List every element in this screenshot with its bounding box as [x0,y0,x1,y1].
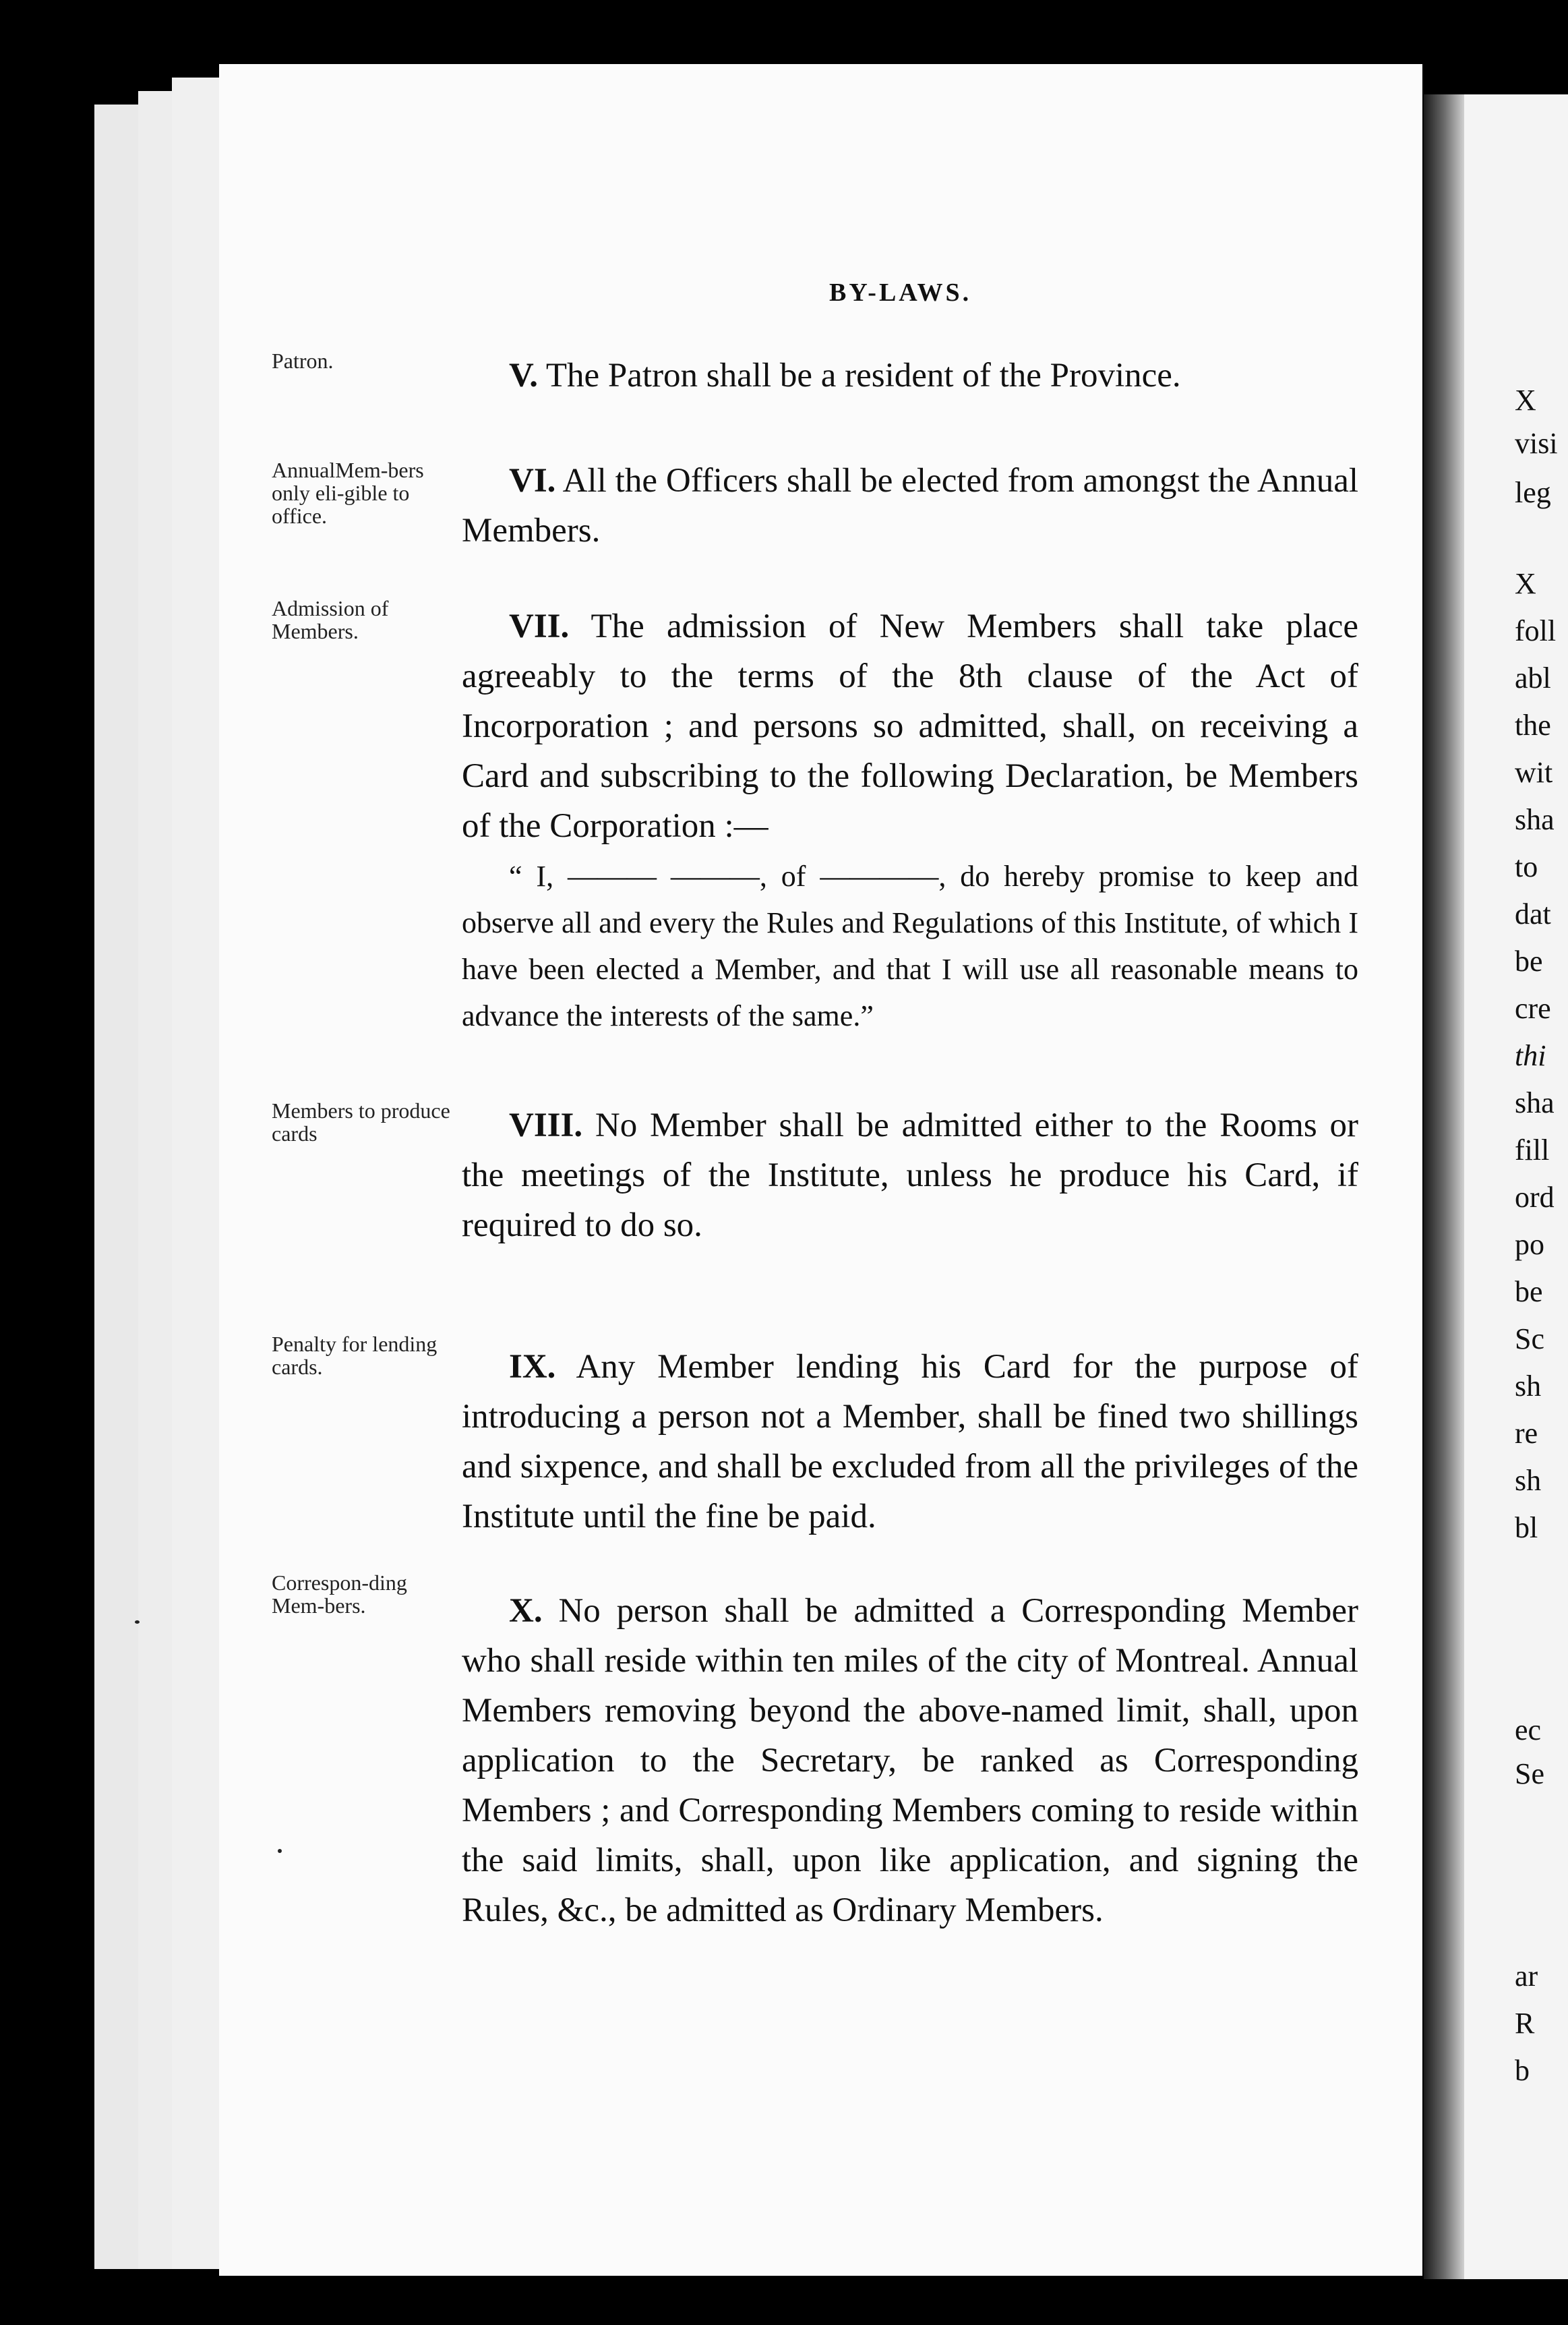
facing-line: the [1515,709,1551,742]
section-v [462,351,1358,401]
section-text: Any Member lending his Card for the purpose of introducing a person not a Member, shall be fined two shillings and sixpence, and shall be excluded from all the privileges of the Institute until the fine be paid. [462,1348,1358,1535]
section-viii [462,1100,1358,1250]
facing-line: b [1515,2054,1530,2087]
section-number: IX. [509,1348,556,1386]
margin-note: AnnualMem-bers only eli-gible to office. [272,458,424,528]
facing-line: R [1515,2007,1535,2040]
facing-line: be [1515,945,1543,978]
declaration-quote: “ I, ——— ———, of ————, do hereby promise to keep and observe all and every the Rules and Regulations of this Institute, of which I have been elected a Member, and that I will use all reasonable means to advance the interests of the same.” [462,860,1358,1032]
margin-note: Admission of Members. [272,596,389,643]
margin-note: Correspon-ding Mem-bers. [272,1570,407,1618]
section-number: VIII. [509,1107,583,1144]
section-ix [462,1342,1358,1541]
section-text: No person shall be admitted a Corresponding Member who shall reside within ten miles of the city of Montreal. Annual Members removing beyond the above-named limit, shall, upon application to the Secretary, be ranked as Corresponding Members ; and Corresponding Members coming to reside within the said limits, shall, upon like application, and signing the Rules, &c., be admitted as Ordinary Members. [462,1592,1358,1929]
section-number: V. [509,357,539,394]
facing-line: cre [1515,992,1551,1025]
facing-line: po [1515,1228,1544,1261]
section-x [462,1586,1358,1935]
facing-line: be [1515,1275,1543,1308]
section-number: X. [509,1592,543,1630]
facing-line: dat [1515,897,1551,931]
section-number: VI. [509,462,556,500]
facing-line: ec [1515,1713,1542,1746]
facing-line: wit [1515,756,1553,789]
section-vi [462,456,1358,556]
margin-note: Penalty for lending cards. [272,1332,438,1379]
facing-line: thi [1515,1039,1546,1072]
speck [278,1849,282,1853]
facing-line: leg [1515,476,1551,509]
facing-line: sh [1515,1370,1542,1403]
facing-line: foll [1515,614,1557,647]
facing-line: fill [1515,1134,1550,1167]
section-vii [462,601,1358,851]
facing-line: to [1515,850,1538,883]
section-text: All the Officers shall be elected from amongst the Annual Members. [462,462,1358,550]
running-header: BY-LAWS. [829,278,972,307]
section-number: VII. [509,608,570,645]
facing-line: X [1515,384,1536,417]
book-gutter [1424,94,1464,2279]
facing-line: ar [1515,1960,1538,1993]
facing-line: ord [1515,1181,1555,1214]
margin-note: Patron. [272,349,334,373]
facing-line: X [1515,567,1536,600]
facing-line: sha [1515,1086,1555,1119]
facing-line: Se [1515,1757,1544,1790]
section-text: The Patron shall be a resident of the Province. [545,357,1181,394]
facing-line: abl [1515,661,1551,695]
facing-line: Sc [1515,1322,1544,1355]
speck [135,1620,140,1624]
section-text: No Member shall be admitted either to the Rooms or the meetings of the Institute, unless he produce his Card, if required to do so. [462,1107,1358,1244]
facing-line: bl [1515,1511,1538,1544]
facing-line: sh [1515,1464,1542,1497]
facing-line: visi [1515,427,1558,460]
facing-line: sha [1515,803,1555,836]
facing-line: re [1515,1417,1538,1450]
section-text: The admission of New Members shall take place agreeably to the terms of the 8th clause of the Act of Incorporation ; and persons so admitted, shall, on receiving a Card and subscribing to the following Declaration, be Members of the Corporation :— [462,608,1358,845]
margin-note: Members to produce cards [272,1098,450,1146]
